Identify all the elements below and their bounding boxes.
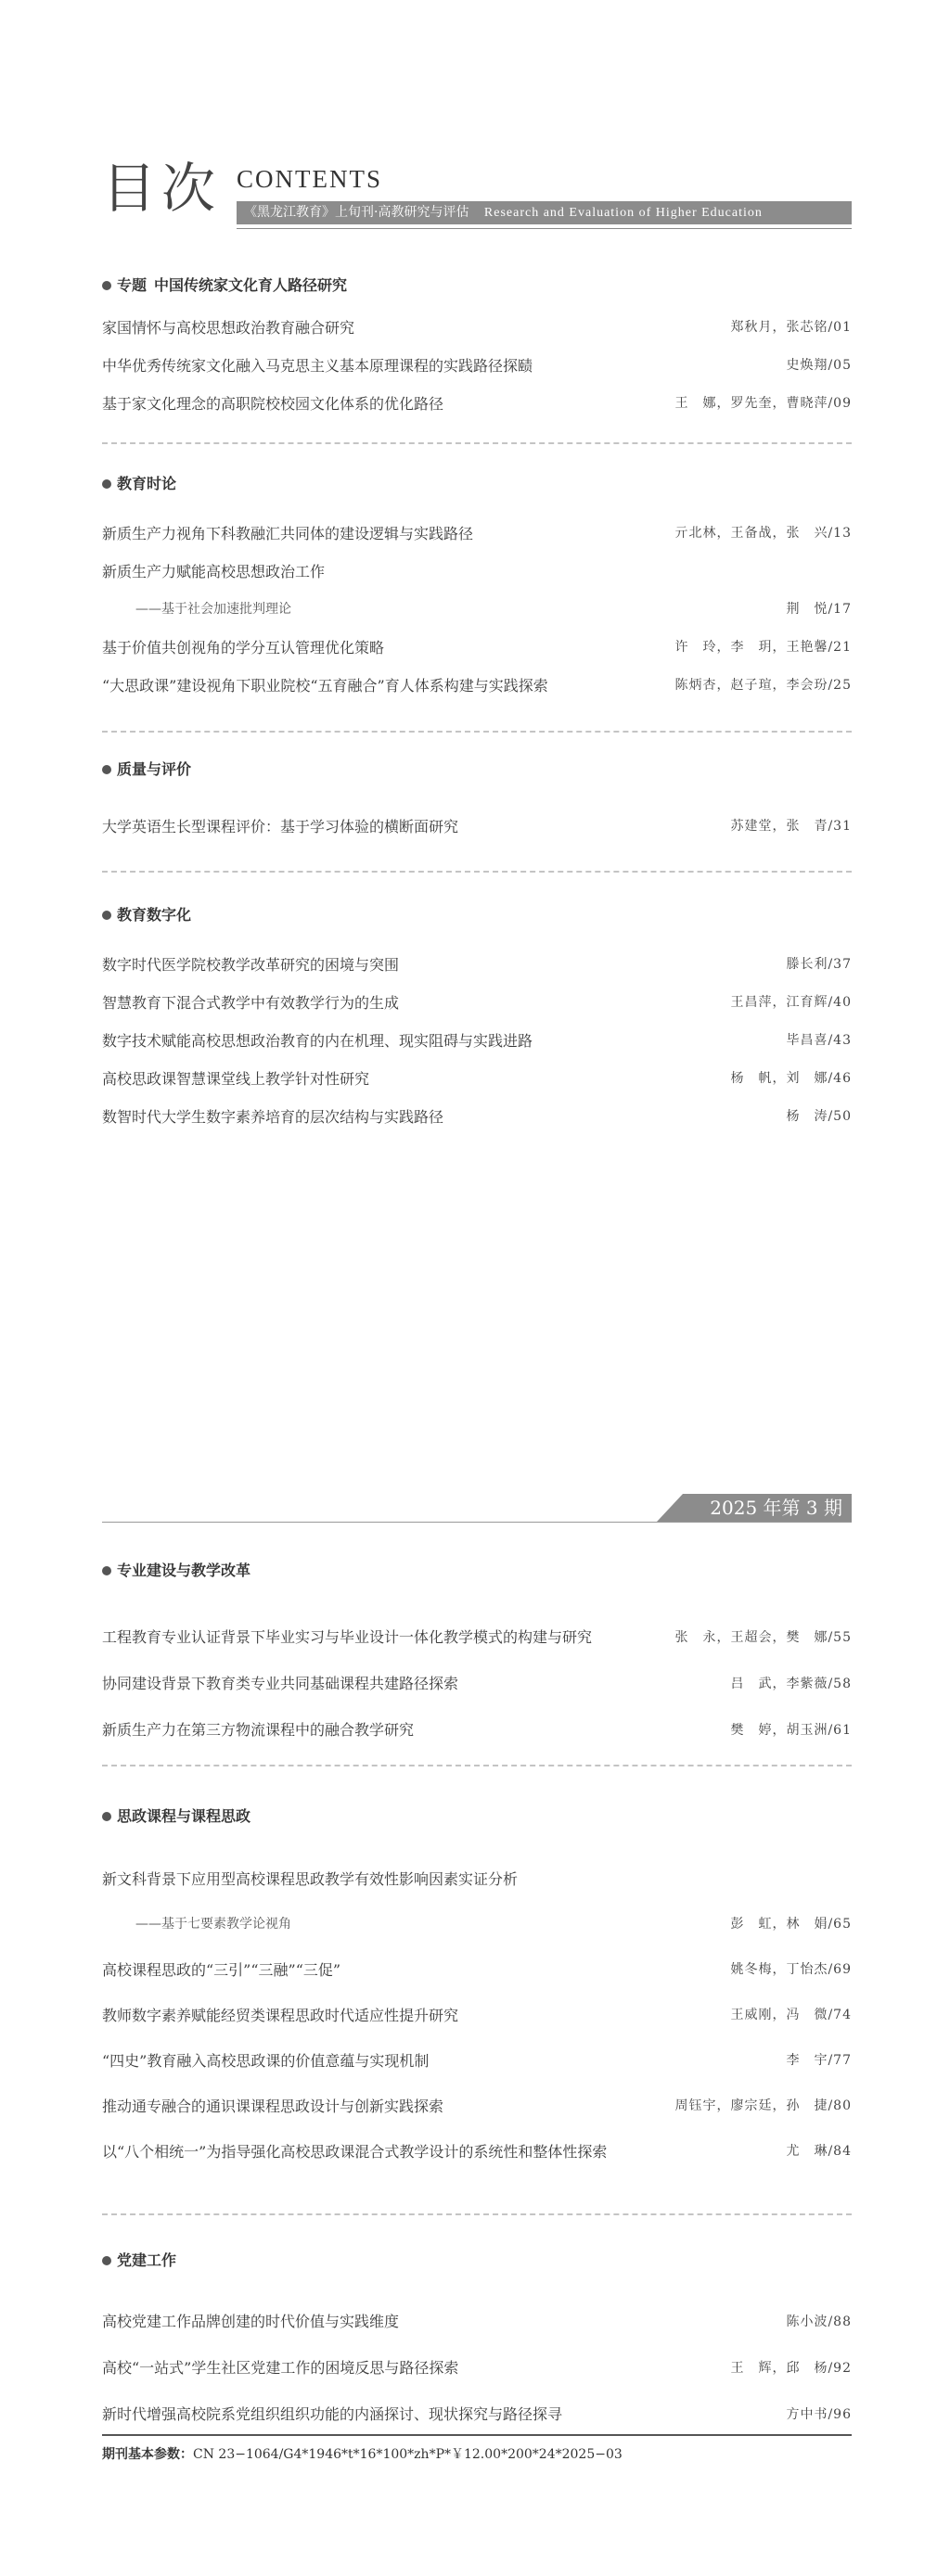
section-heading — [102, 1803, 852, 1830]
section-ideological-courses — [102, 1803, 852, 2174]
article-title: 高校党建工作品牌创建的时代价值与实践维度 — [102, 2313, 400, 2330]
article-title: 高校课程思政的“三引”“三融”“三促” — [102, 1961, 341, 1979]
article-author-page: 王威刚，冯 微/74 — [730, 2008, 852, 2022]
article-title: 数字技术赋能高校思想政治教育的内在机理、现实阻碍与实践进路 — [102, 1032, 533, 1050]
section-title: 思政课程与课程思政 — [117, 1807, 251, 1825]
section-heading — [102, 1557, 852, 1585]
toc-entry[interactable] — [102, 347, 852, 385]
article-title: 数字时代医学院校教学改革研究的困境与突围 — [102, 956, 400, 974]
toc-entry[interactable] — [102, 2391, 852, 2438]
parameters-label: 期刊基本参数： — [102, 2447, 193, 2462]
bullet-dot-icon — [102, 765, 111, 774]
article-title: 中华优秀传统家文化融入马克思主义基本原理课程的实践路径探赜 — [102, 357, 533, 375]
article-title: 高校“一站式”学生社区党建工作的困境反思与路径探索 — [102, 2359, 459, 2377]
article-author-page: 荆 悦/17 — [786, 602, 852, 617]
article-author-page: 杨 涛/50 — [786, 1109, 852, 1124]
article-author-page: 周钰宇，廖宗廷，孙 捷/80 — [674, 2098, 852, 2113]
article-title: 高校思政课智慧课堂线上教学针对性研究 — [102, 1070, 370, 1088]
section-title: 专业建设与教学改革 — [117, 1562, 251, 1579]
toc-header — [102, 158, 852, 241]
section-quality-evaluation — [102, 756, 852, 846]
bullet-dot-icon — [102, 911, 111, 920]
issue-number: 2025 年第 3 期 — [710, 1497, 842, 1519]
article-title: 家国情怀与高校思想政治教育融合研究 — [102, 319, 355, 337]
section-title: 中国传统家文化育人路径研究 — [154, 276, 348, 294]
article-author-page: 李 宇/77 — [786, 2053, 852, 2068]
section-heading — [102, 901, 852, 929]
article-title: 以“八个相统一”为指导强化高校思政课混合式教学设计的系统性和整体性探索 — [102, 2143, 608, 2161]
article-title: 基于价值共创视角的学分互认管理优化策略 — [102, 639, 385, 657]
journal-banner — [237, 201, 852, 224]
article-title: 新文科背景下应用型高校课程思政教学有效性影响因素实证分析 — [102, 1870, 519, 1888]
section-divider — [102, 2213, 852, 2215]
article-author-page: 王昌萍，江育辉/40 — [730, 995, 852, 1010]
toc-entry[interactable] — [102, 1993, 852, 2038]
article-title: 新时代增强高校院系党组织组织功能的内涵探讨、现状探究与路径探寻 — [102, 2405, 563, 2423]
toc-entry[interactable] — [102, 1661, 852, 1707]
article-title: “四史”教育融入高校思政课的价值意蕴与实现机制 — [102, 2052, 430, 2070]
article-title: 基于家文化理念的高职院校校园文化体系的优化路径 — [102, 395, 444, 413]
toc-entry[interactable] — [102, 309, 852, 347]
journal-name-en: Research and Evaluation of Higher Education — [483, 206, 763, 220]
section-title: 质量与评价 — [117, 760, 192, 778]
toc-entry[interactable] — [102, 2129, 852, 2174]
toc-entry[interactable] — [102, 1614, 852, 1661]
article-author-page: 苏建堂，张 青/31 — [730, 819, 852, 834]
article-title: 新质生产力视角下科教融汇共同体的建设逻辑与实践路径 — [102, 525, 474, 542]
toc-entry[interactable] — [102, 591, 852, 629]
section-title: 教育数字化 — [117, 906, 192, 924]
toc-entry[interactable] — [102, 515, 852, 553]
article-subtitle: ——基于社会加速批判理论 — [135, 602, 291, 617]
article-author-page: 方中书/96 — [786, 2407, 852, 2422]
section-divider — [102, 731, 852, 733]
article-author-page: 吕 武，李紫薇/58 — [730, 1677, 852, 1691]
toc-entry[interactable] — [102, 808, 852, 846]
toc-entry[interactable] — [102, 1707, 852, 1753]
toc-entry[interactable] — [102, 2038, 852, 2084]
section-label: 专题 — [117, 276, 148, 294]
bullet-dot-icon — [102, 281, 111, 290]
article-author-page: 许 玲，李 玥，王艳馨/21 — [674, 640, 852, 655]
section-special-topic — [102, 272, 852, 423]
article-author-page: 毕昌喜/43 — [786, 1033, 852, 1048]
article-subtitle: ——基于七要素教学论视角 — [135, 1917, 291, 1932]
toc-entry[interactable] — [102, 1022, 852, 1060]
footer-divider — [102, 2434, 852, 2436]
parameters-value: CN 23−1064/G4*1946*t*16*100*zh*P*￥12.00*200*24*2025−03 — [193, 2447, 623, 2462]
section-title: 党建工作 — [117, 2251, 177, 2269]
toc-entry[interactable] — [102, 2084, 852, 2129]
bullet-dot-icon — [102, 1566, 111, 1575]
section-heading — [102, 272, 852, 300]
article-author-page: 杨 帆，刘 娜/46 — [730, 1071, 852, 1086]
article-author-page: 亓北林，王备战，张 兴/13 — [674, 526, 852, 541]
article-author-page: 樊 婷，胡玉洲/61 — [730, 1723, 852, 1738]
toc-entry[interactable] — [102, 1947, 852, 1993]
article-author-page: 滕长利/37 — [786, 957, 852, 972]
toc-title-cn: 目次 — [102, 157, 222, 220]
article-author-page: 陈小波/88 — [786, 2315, 852, 2329]
section-education-commentary — [102, 470, 852, 705]
article-author-page: 张 永，王超会，樊 娜/55 — [674, 1630, 852, 1645]
toc-entry[interactable] — [102, 629, 852, 667]
bullet-dot-icon — [102, 479, 111, 489]
journal-parameters — [102, 2444, 623, 2463]
section-title: 教育时论 — [117, 475, 177, 492]
article-author-page: 姚冬梅，丁怡杰/69 — [730, 1962, 852, 1977]
section-heading — [102, 2247, 852, 2275]
article-title: 推动通专融合的通识课课程思政设计与创新实践探索 — [102, 2098, 444, 2115]
issue-number-banner — [657, 1494, 852, 1522]
section-major-construction — [102, 1557, 852, 1753]
section-heading — [102, 756, 852, 784]
section-party-building — [102, 2247, 852, 2438]
issue-divider — [102, 1522, 852, 1523]
toc-entry[interactable] — [102, 946, 852, 984]
toc-entry[interactable] — [102, 1856, 852, 1902]
toc-entry[interactable] — [102, 667, 852, 705]
article-author-page: 尤 琳/84 — [786, 2144, 852, 2159]
article-author-page: 郑秋月，张芯铭/01 — [730, 320, 852, 335]
article-author-page: 王 辉，邱 杨/92 — [730, 2361, 852, 2376]
section-divider — [102, 1765, 852, 1766]
toc-entry[interactable] — [102, 1060, 852, 1098]
section-heading — [102, 470, 852, 498]
article-title: 工程教育专业认证背景下毕业实习与毕业设计一体化教学模式的构建与研究 — [102, 1628, 593, 1646]
article-title: 智慧教育下混合式教学中有效教学行为的生成 — [102, 994, 400, 1012]
article-title: 新质生产力在第三方物流课程中的融合教学研究 — [102, 1721, 415, 1739]
toc-entry[interactable] — [102, 2345, 852, 2391]
article-author-page: 彭 虹，林 娟/65 — [730, 1917, 852, 1932]
article-author-page: 王 娜，罗先奎，曹晓萍/09 — [674, 396, 852, 411]
toc-entry[interactable] — [102, 984, 852, 1022]
article-title: 教师数字素养赋能经贸类课程思政时代适应性提升研究 — [102, 2007, 459, 2024]
article-title: 协同建设背景下教育类专业共同基础课程共建路径探索 — [102, 1675, 459, 1692]
journal-name-cn: 《黑龙江教育》上旬刊·高教研究与评估 — [244, 205, 469, 220]
header-divider — [237, 228, 852, 229]
article-title: 大学英语生长型课程评价：基于学习体验的横断面研究 — [102, 818, 459, 835]
article-title: 数智时代大学生数字素养培育的层次结构与实践路径 — [102, 1108, 444, 1126]
toc-title-en: CONTENTS — [237, 165, 382, 193]
bullet-dot-icon — [102, 1812, 111, 1821]
toc-entry[interactable] — [102, 2299, 852, 2345]
section-divider — [102, 871, 852, 873]
toc-entry[interactable] — [102, 1098, 852, 1136]
article-author-page: 史焕翔/05 — [786, 358, 852, 373]
section-divider — [102, 442, 852, 444]
section-education-digitalization — [102, 901, 852, 1136]
toc-entry[interactable] — [102, 1902, 852, 1947]
article-author-page: 陈炳杏，赵子瑄，李会玢/25 — [674, 678, 852, 693]
toc-entry[interactable] — [102, 553, 852, 591]
toc-entry[interactable] — [102, 385, 852, 423]
bullet-dot-icon — [102, 2256, 111, 2265]
article-title: “大思政课”建设视角下职业院校“五育融合”育人体系构建与实践探索 — [102, 677, 548, 695]
article-title: 新质生产力赋能高校思想政治工作 — [102, 563, 326, 580]
